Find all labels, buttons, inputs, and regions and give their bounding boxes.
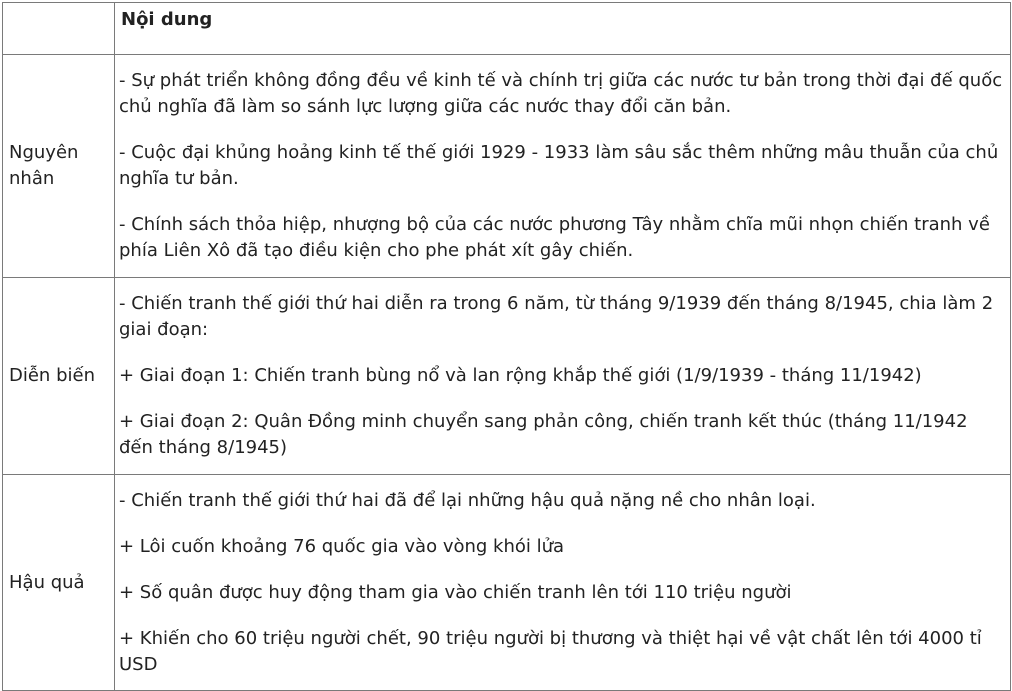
cause-item: - Chính sách thỏa hiệp, nhượng bộ của các nước phương Tây nhằm chĩa mũi nhọn chiến tranh về phía Liên Xô đã tạo điều kiện cho phe phát xít gây chiến. (119, 214, 990, 261)
row-label-cause: Nguyên nhân (3, 55, 115, 278)
header-empty-cell (3, 3, 115, 55)
table-row-cause (3, 55, 1011, 278)
course-item: + Giai đoạn 2: Quân Đồng minh chuyển sang phản công, chiến tranh kết thúc (tháng 11/1942 đến tháng 8/1945) (119, 411, 968, 458)
header-content-cell: Nội dung (115, 3, 1011, 55)
row-label-course: Diễn biến (3, 278, 115, 475)
cause-item: - Sự phát triển không đồng đều về kinh tế và chính trị giữa các nước tư bản trong thời đại đế quốc chủ nghĩa đã làm so sánh lực lượng giữa các nước thay đổi căn bản. (119, 70, 1003, 117)
course-item: - Chiến tranh thế giới thứ hai diễn ra trong 6 năm, từ tháng 9/1939 đến tháng 8/1945, chia làm 2 giai đoạn: (119, 293, 994, 340)
content-table (2, 2, 1011, 691)
result-item: + Số quân được huy động tham gia vào chiến tranh lên tới 110 triệu người (119, 581, 792, 603)
cause-item: - Cuộc đại khủng hoảng kinh tế thế giới 1929 - 1933 làm sâu sắc thêm những mâu thuẫn của chủ nghĩa tư bản. (119, 142, 999, 189)
course-item: + Giai đoạn 1: Chiến tranh bùng nổ và lan rộng khắp thế giới (1/9/1939 - tháng 11/1942) (119, 365, 922, 386)
table-row-result (3, 475, 1011, 691)
result-item: + Khiến cho 60 triệu người chết, 90 triệu người bị thương và thiệt hại về vật chất lên tới 4000 tỉ USD (119, 627, 982, 675)
row-content-result (115, 475, 1011, 691)
row-label-result: Hậu quả (3, 475, 115, 691)
table-header-row (3, 3, 1011, 55)
row-content-cause (115, 55, 1011, 278)
row-content-course (115, 278, 1011, 475)
table-row-course (3, 278, 1011, 475)
result-item: - Chiến tranh thế giới thứ hai đã để lại những hậu quả nặng nề cho nhân loại. (119, 489, 816, 511)
result-item: + Lôi cuốn khoảng 76 quốc gia vào vòng khói lửa (119, 535, 565, 557)
